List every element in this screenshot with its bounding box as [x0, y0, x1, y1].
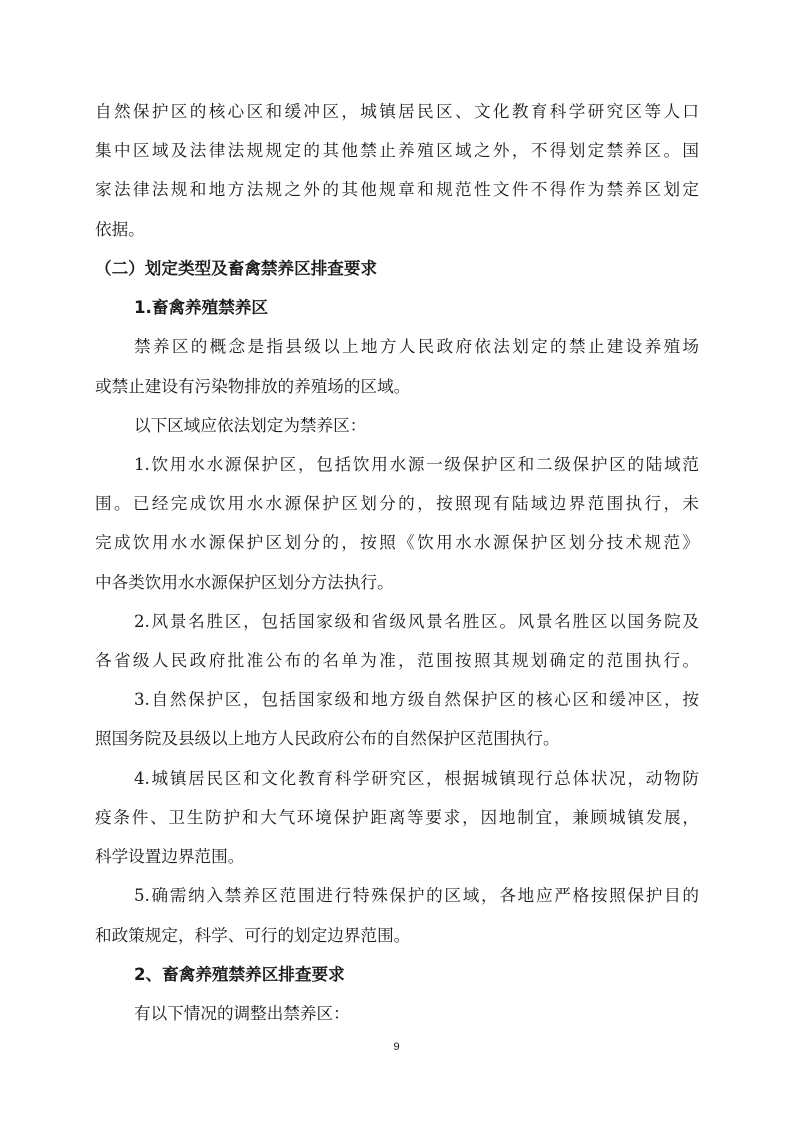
list-item-line: 1.饮用水水源保护区，包括饮用水源一级保护区和二级保护区的陆域范 — [134, 454, 699, 474]
list-item-line: 和政策规定，科学、可行的划定边界范围。 — [95, 925, 411, 945]
list-item-line: 疫条件、卫生防护和大气环境保护距离等要求，因地制宜，兼顾城镇发展， — [95, 807, 699, 827]
list-item-line: 3.自然保护区，包括国家级和地方级自然保护区的核心区和缓冲区，按 — [134, 690, 699, 710]
section-heading: （二）划定类型及畜禽禁养区排查要求 — [95, 258, 378, 278]
list-item-line: 科学设置边界范围。 — [95, 847, 245, 867]
list-item-line: 5.确需纳入禁养区范围进行特殊保护的区域，各地应严格按照保护目的 — [134, 886, 699, 906]
paragraph-line: 有以下情况的调整出禁养区： — [134, 1004, 350, 1023]
list-item-line: 各省级人民政府批准公布的名单为准，范围按照其规划确定的范围执行。 — [95, 651, 699, 671]
paragraph-line: 家法律法规和地方法规之外的其他规章和规范性文件不得作为禁养区划定 — [95, 180, 699, 200]
paragraph-line: 集中区域及法律法规规定的其他禁止养殖区域之外，不得划定禁养区。国 — [95, 141, 699, 161]
paragraph-line: 自然保护区的核心区和缓冲区，城镇居民区、文化教育科学研究区等人口 — [95, 102, 699, 121]
paragraph-line: 依据。 — [95, 219, 145, 239]
subsection-heading: 1.畜禽养殖禁养区 — [134, 298, 269, 318]
page-number: 9 — [393, 1041, 400, 1053]
paragraph-line: 或禁止建设有污染物排放的养殖场的区域。 — [95, 376, 411, 396]
list-item-line: 照国务院及县级以上地方人民政府公布的自然保护区范围执行。 — [95, 729, 560, 749]
list-item-line: 围。已经完成饮用水水源保护区划分的，按照现有陆域边界范围执行，未 — [95, 494, 699, 514]
list-item-line: 中各类饮用水水源保护区划分方法执行。 — [95, 572, 394, 592]
subsection-heading: 2、畜禽养殖禁养区排查要求 — [134, 964, 345, 984]
list-item-line: 4.城镇居民区和文化教育科学研究区，根据城镇现行总体状况，动物防 — [134, 768, 699, 788]
paragraph-line: 以下区域应依法划定为禁养区： — [134, 415, 367, 435]
paragraph-line: 禁养区的概念是指县级以上地方人民政府依法划定的禁止建设养殖场 — [134, 337, 699, 357]
list-item-line: 2.风景名胜区，包括国家级和省级风景名胜区。风景名胜区以国务院及 — [134, 611, 699, 631]
list-item-line: 完成饮用水水源保护区划分的，按照《饮用水水源保护区划分技术规范》 — [95, 533, 699, 553]
